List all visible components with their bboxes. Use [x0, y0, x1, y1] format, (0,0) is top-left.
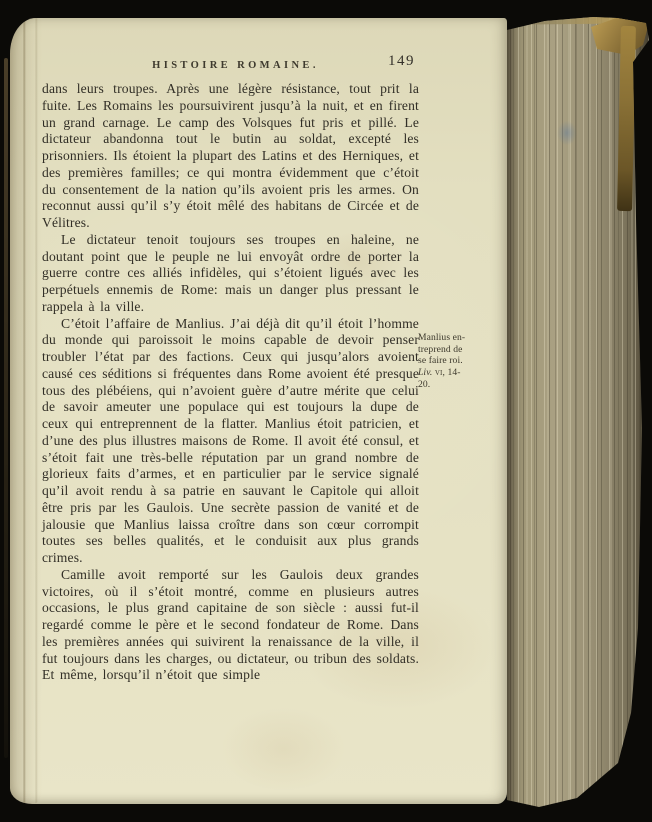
- margin-note-line-1: Manlius en-: [418, 332, 466, 343]
- margin-note-line-3: se faire roi.: [418, 355, 463, 367]
- edge-ink-mark: [553, 116, 581, 150]
- page-gutter-shadow: [10, 18, 42, 804]
- margin-note-citation-cont: 20.: [418, 378, 431, 390]
- paragraph-4: Camille avoit remporté sur les Gaulois deux grandes victoires, où il s’étoit montré, comme en plusieurs autres occasions, le plus grand capitaine de son siècle : aussi fut-il regardé comme le père et le second fondateur de Rome. Dans les premières années qui suivirent la renaissance de la ville, il fut toujours dans les charges, ou dictateur, ou tribun des soldats. Et même, lorsqu’il n’étoit que simple: [42, 566, 419, 683]
- paragraph-1: dans leurs troupes. Après une légère résistance, tout prit la fuite. Les Romains les poursuivirent jusqu’à la nuit, et en firent un grand carnage. Le camp des Volsques fut pris et pillé. Le dictateur abandonna tout le butin au soldat, excepté les prisonniers. Ils étoient la plupart des Latins et des Herniques, et des premières familles; ce qui montra évidemment que c’étoit du consentement de la nation qu’ils avoient pris les armes. On reconnut aussi qu’il s’y étoit mêlé des habitans de Circée et de Vélitres.: [42, 81, 419, 230]
- header-title: HISTOIRE ROMAINE.: [152, 60, 319, 71]
- text-column: [42, 81, 419, 684]
- margin-note-citation-ref: vi, 14-: [434, 367, 461, 379]
- book-fore-edge: [505, 8, 652, 812]
- margin-note-citation-abbr: Liv.: [418, 367, 433, 379]
- paragraph-2: Le dictateur tenoit toujours ses troupes en haleine, ne doutant point que le peuple ne lui envoyât ordre de porter la guerre contre ces alliés infidèles, qui s’étoient ligués avec les perpétuels ennemis de Rome: mais un danger plus pressant le rappela à la ville.: [42, 231, 419, 314]
- underlying-page-edge: [4, 58, 8, 758]
- running-header: [42, 55, 419, 73]
- cover-gilt-edge: [617, 26, 636, 211]
- book-page: [10, 18, 507, 804]
- margin-note: [418, 332, 490, 391]
- margin-note-line-2: treprend de: [418, 343, 463, 355]
- page-number: 149: [388, 53, 415, 69]
- paragraph-3: C’étoit l’affaire de Manlius. J’ai déjà dit qu’il étoit l’homme du monde qui paroissoit le moins capable de devoir penser troubler l’état par des factions. Ceux qui jusqu’alors avoient causé ces séditions si fréquentes dans Rome avoient été presque tous des plébéiens, qui n’avoient guère d’autre mérite que celui de savoir ameuter une populace qui est toujours la dupe de ceux qui entreprennent de la flatter. Manlius étoit patricien, et d’une des plus illustres maisons de Rome. Il avoit été consul, et s’étoit fait une très-belle réputation par un grand nombre de glorieux faits d’armes, et en particulier par le service signalé qu’il avoit rendu à sa patrie en sauvant le Capitole qui alloit être pris par les Gaulois. Une secrète passion de vanité et de jalousie que Manlius laissa croître dans son cœur corrompit toutes ses belles qualités, et le conduisit aux plus grands crimes.: [42, 315, 419, 565]
